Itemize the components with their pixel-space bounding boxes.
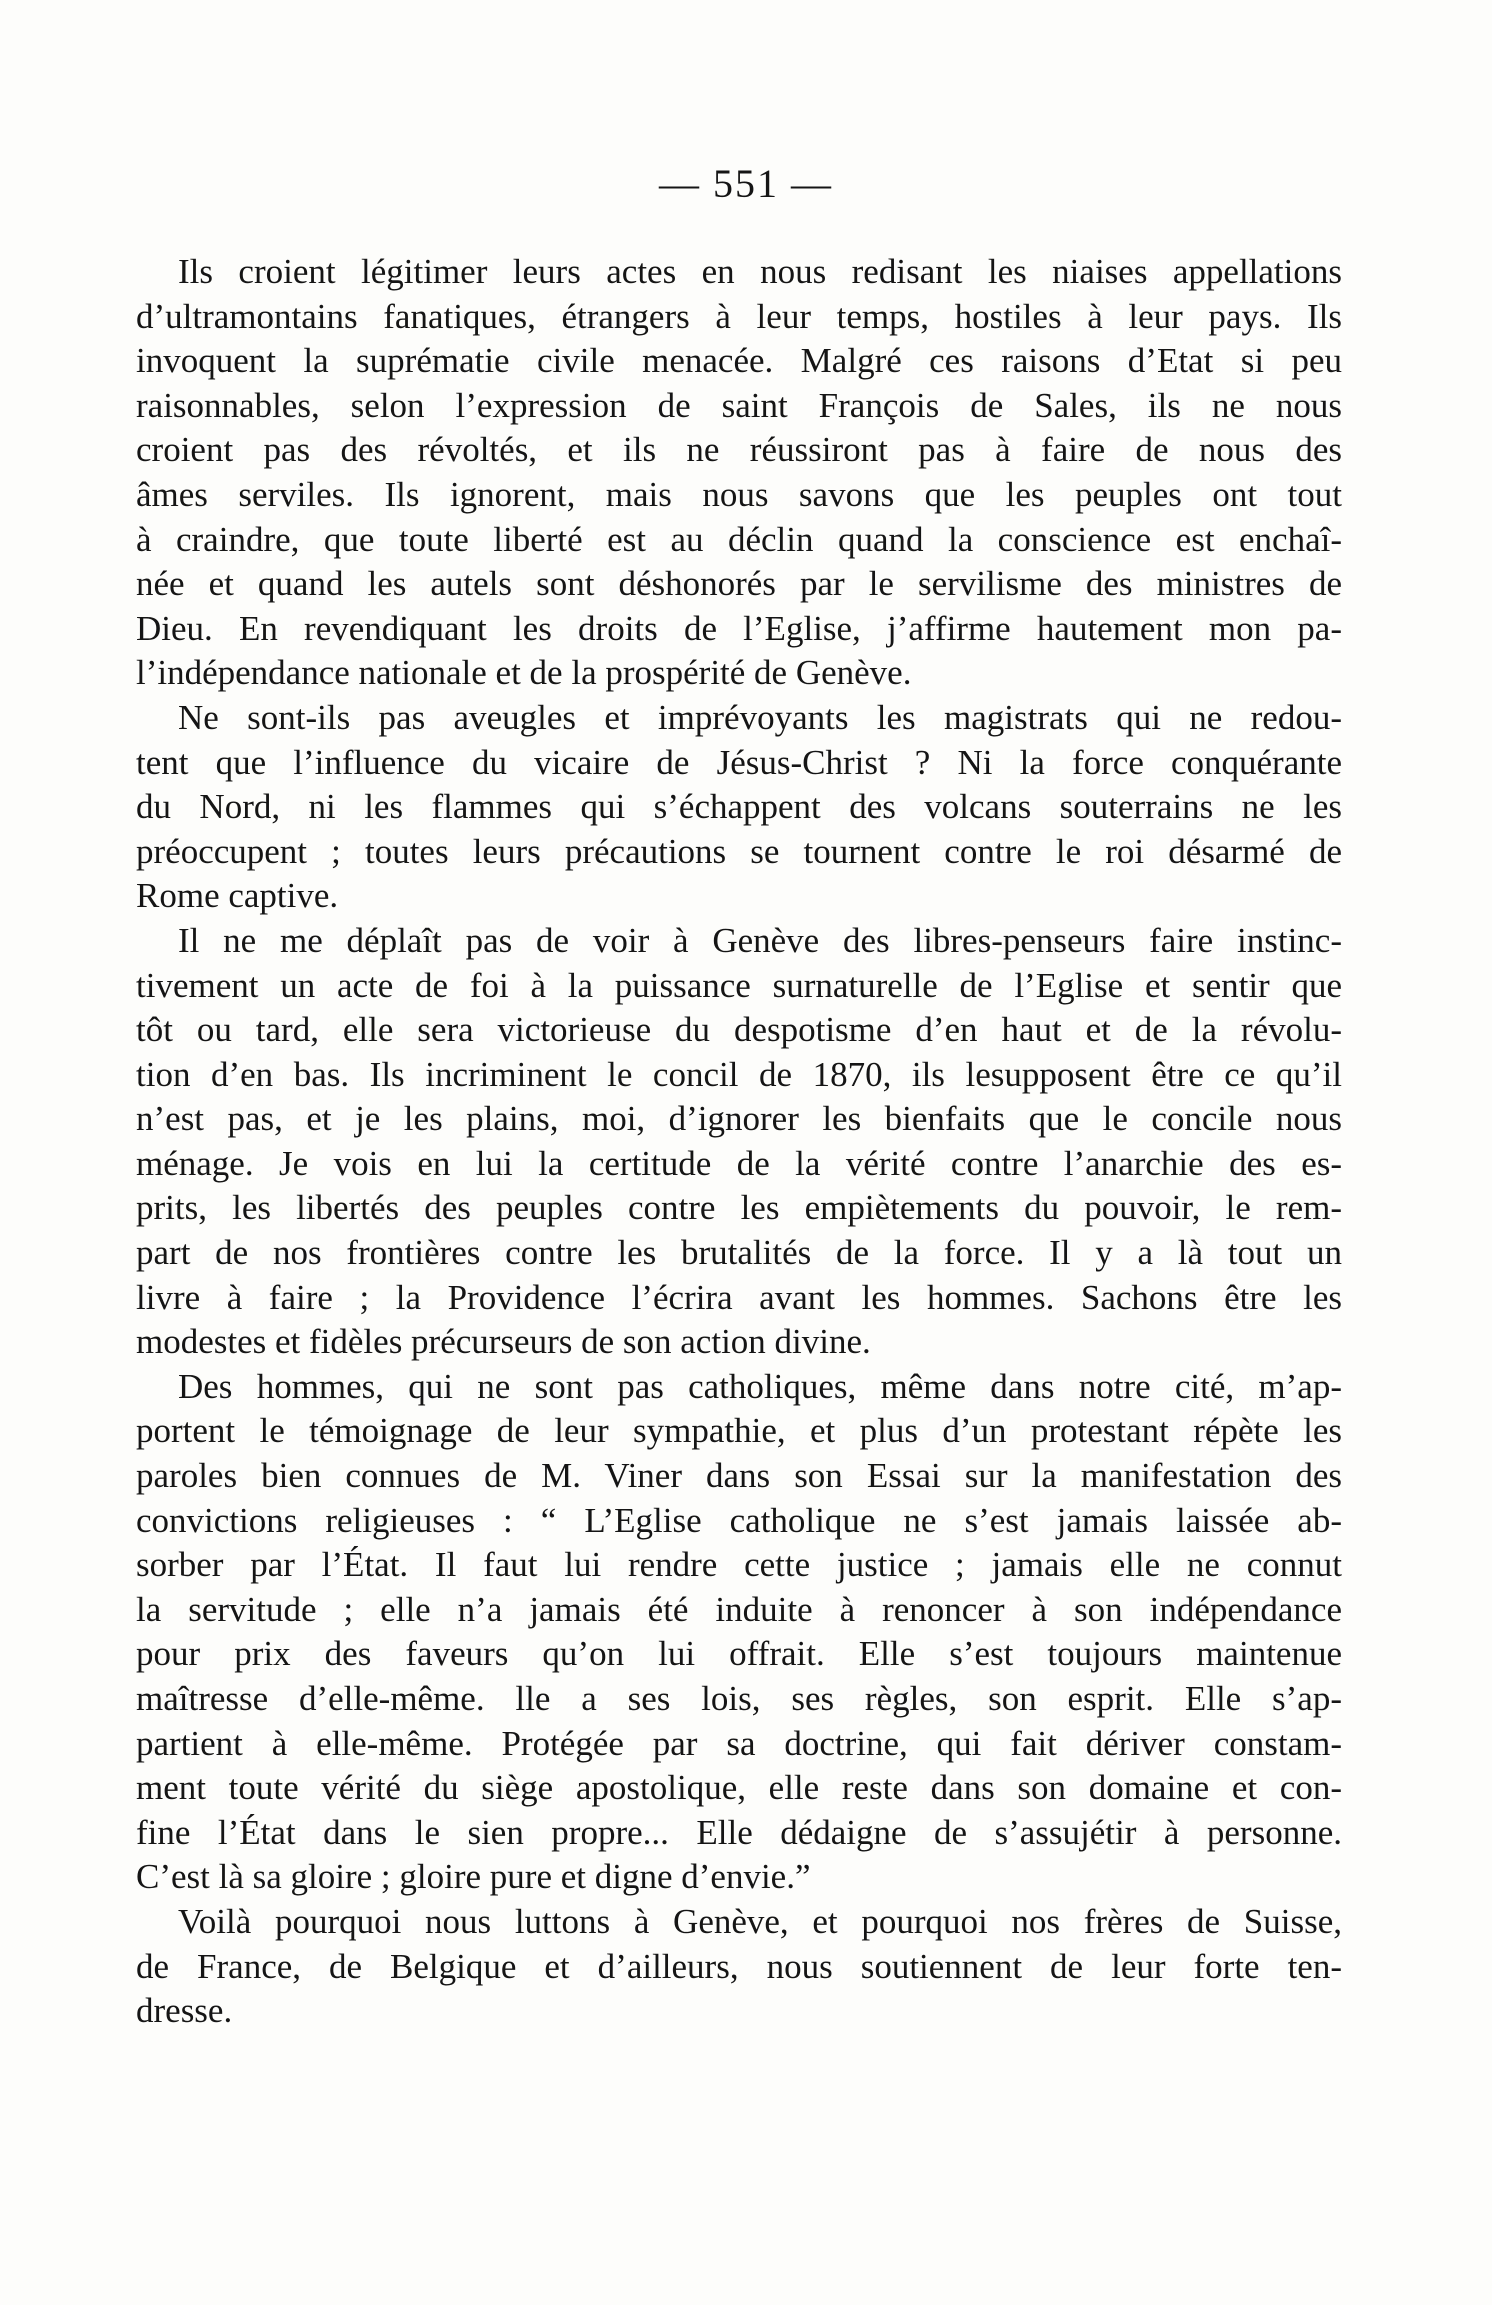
paragraph	[136, 1900, 1342, 2034]
text-line: tent que l’influence du vicaire de Jésus-Christ ? Ni la force conquérante	[136, 742, 1342, 782]
text-line: ménage. Je vois en lui la certitude de la vérité contre l’anarchie des es-	[136, 1143, 1342, 1183]
text-line: livre à faire ; la Providence l’écrira avant les hommes. Sachons être les	[136, 1277, 1342, 1317]
text-line: raisonnables, selon l’expression de saint François de Sales, ils ne nous	[136, 385, 1342, 425]
text-line: croient pas des révoltés, et ils ne réussiront pas à faire de nous des	[136, 430, 1342, 470]
text-line: dresse.	[136, 1991, 233, 2031]
text-line: tion d’en bas. Ils incriminent le concil de 1870, ils lesupposent être ce qu’il	[136, 1054, 1342, 1094]
page-number: — 551 —	[659, 161, 833, 206]
text-line: prits, les libertés des peuples contre les empiètements du pouvoir, le rem-	[136, 1188, 1342, 1228]
text-line: part de nos frontières contre les brutalités de la force. Il y a là tout un	[136, 1233, 1342, 1273]
text-line: tivement un acte de foi à la puissance surnaturelle de l’Eglise et sentir que	[136, 965, 1342, 1005]
text-line: pour prix des faveurs qu’on lui offrait. Elle s’est toujours maintenue	[136, 1634, 1342, 1674]
text-line: portent le témoignage de leur sympathie, et plus d’un protestant répète les	[136, 1411, 1342, 1451]
text-line: ment toute vérité du siège apostolique, elle reste dans son domaine et con-	[136, 1768, 1342, 1808]
text-line: Il ne me déplaît pas de voir à Genève des libres-penseurs faire instinc-	[178, 920, 1342, 960]
text-line: maîtresse d’elle-même. lle a ses lois, ses règles, son esprit. Elle s’ap-	[136, 1679, 1342, 1718]
text-line: tôt ou tard, elle sera victorieuse du despotisme d’en haut et de la révolu-	[136, 1010, 1342, 1050]
paragraph	[136, 919, 1342, 1365]
text-line: Rome captive.	[136, 876, 339, 916]
text-line: modestes et fidèles précurseurs de son action divine.	[136, 1322, 871, 1362]
text-line: fine l’État dans le sien propre... Elle dédaigne de s’assujétir à personne.	[136, 1812, 1342, 1852]
text-line: l’indépendance nationale et de la prospérité de Genève.	[136, 653, 912, 693]
text-line: partient à elle-même. Protégée par sa doctrine, qui fait dériver constam-	[136, 1723, 1342, 1763]
body-text	[136, 250, 1342, 2034]
text-line: préoccupent ; toutes leurs précautions se tournent contre le roi désarmé de	[136, 831, 1342, 871]
text-line: C’est là sa gloire ; gloire pure et digne d’envie.”	[136, 1857, 811, 1897]
text-line: de France, de Belgique et d’ailleurs, nous soutiennent de leur forte ten-	[136, 1946, 1342, 1986]
text-line: la servitude ; elle n’a jamais été induite à renoncer à son indépendance	[136, 1589, 1342, 1629]
text-line: à craindre, que toute liberté est au déclin quand la conscience est enchaî-	[136, 519, 1342, 559]
text-line: Ne sont-ils pas aveugles et imprévoyants les magistrats qui ne redou-	[178, 697, 1342, 737]
text-line: du Nord, ni les flammes qui s’échappent des volcans souterrains ne les	[136, 787, 1342, 827]
text-line: paroles bien connues de M. Viner dans son Essai sur la manifestation des	[136, 1456, 1342, 1496]
text-line: sorber par l’État. Il faut lui rendre cette justice ; jamais elle ne connut	[136, 1545, 1342, 1585]
text-line: Ils croient légitimer leurs actes en nous redisant les niaises appellations	[178, 252, 1342, 291]
text-line: Des hommes, qui ne sont pas catholiques, même dans notre cité, m’ap-	[178, 1366, 1342, 1406]
text-line: n’est pas, et je les plains, moi, d’ignorer les bienfaits que le concile nous	[136, 1099, 1342, 1139]
text-line: invoquent la suprématie civile menacée. Malgré ces raisons d’Etat si peu	[136, 341, 1342, 381]
text-line: âmes serviles. Ils ignorent, mais nous savons que les peuples ont tout	[136, 474, 1342, 514]
text-line: Dieu. En revendiquant les droits de l’Eglise, j’affirme hautement mon pa-	[136, 608, 1342, 648]
text-line: convictions religieuses : “ L’Eglise catholique ne s’est jamais laissée ab-	[136, 1500, 1342, 1540]
text-line: d’ultramontains fanatiques, étrangers à leur temps, hostiles à leur pays. Ils	[136, 296, 1342, 336]
text-line: Voilà pourquoi nous luttons à Genève, et pourquoi nos frères de Suisse,	[178, 1901, 1342, 1941]
paragraph	[136, 1365, 1342, 1900]
paragraph	[136, 696, 1342, 919]
paragraph	[136, 250, 1342, 696]
text-line: née et quand les autels sont déshonorés par le servilisme des ministres de	[136, 564, 1342, 604]
